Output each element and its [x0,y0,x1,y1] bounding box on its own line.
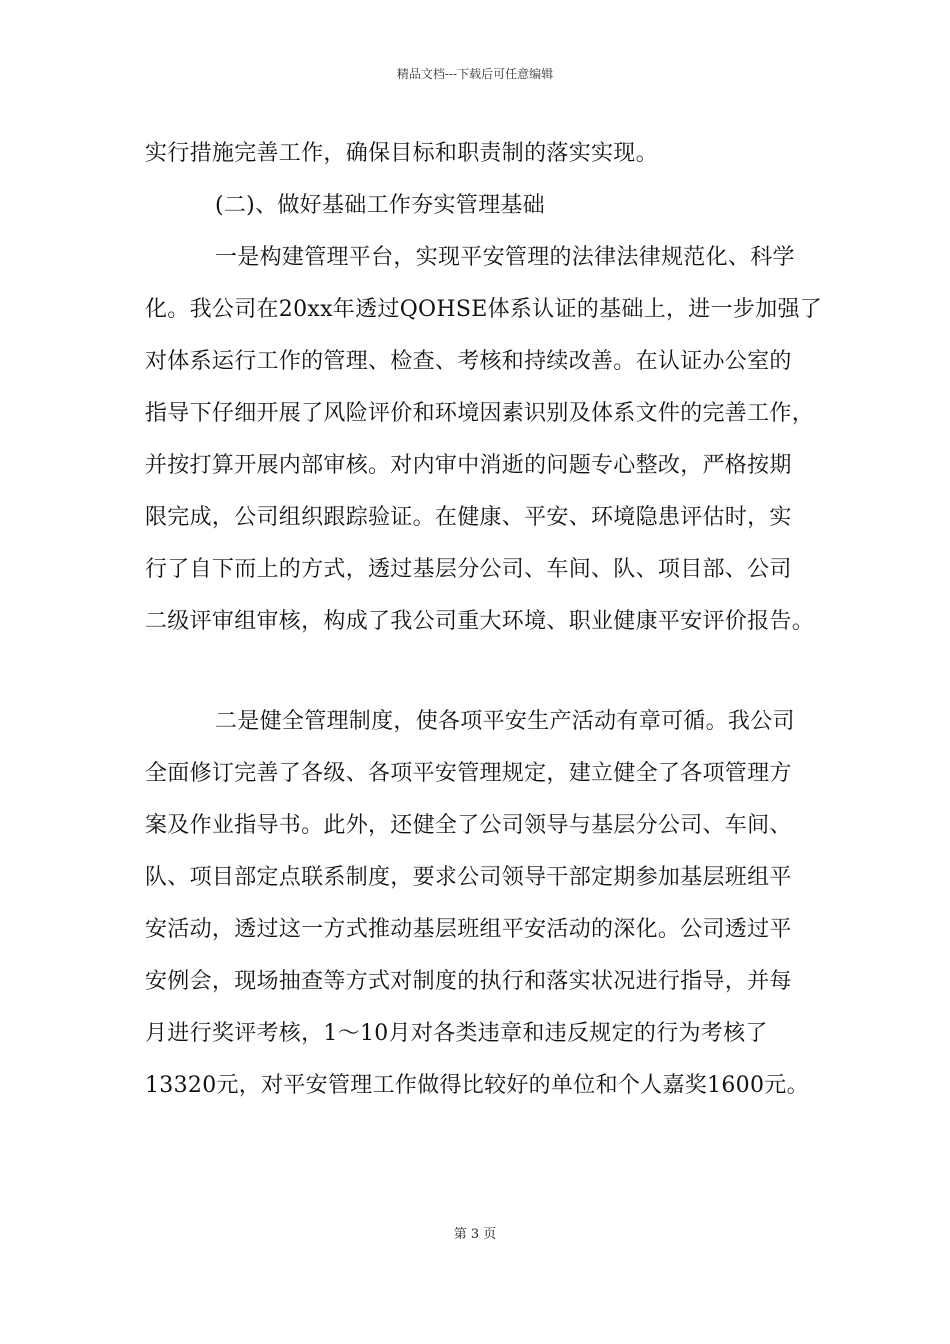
paragraph-line: 安活动，透过这一方式推动基层班组平安活动的深化。公司透过平 [145,917,792,942]
paragraph-line: 月进行奖评考核，1～10月对各类违章和违反规定的行为考核了 [145,1021,768,1046]
paragraph-line: 队、项目部定点联系制度，要求公司领导干部定期参加基层班组平 [145,865,792,890]
paragraph-line: 安例会，现场抽查等方式对制度的执行和落实状况进行指导，并每 [145,969,792,994]
section-heading: (二)、做好基础工作夯实管理基础 [215,193,545,218]
paragraph-line: 二是健全管理制度，使各项平安生产活动有章可循。我公司 [215,709,795,734]
paragraph-gap [145,648,810,696]
paragraph-line: 化。我公司在20xx年透过QOHSE体系认证的基础上，进一步加强了 [145,297,823,322]
paragraph-line: 对体系运行工作的管理、检查、考核和持续改善。在认证办公室的 [145,349,792,374]
paragraph-line: 二级评审组审核，构成了我公司重大环境、职业健康平安评价报告。 [145,609,815,634]
paragraph-line: 案及作业指导书。此外，还健全了公司领导与基层分公司、车间、 [145,813,792,838]
page-number: 第 3 页 [453,1227,497,1242]
paragraph-line: 全面修订完善了各级、各项平安管理规定，建立健全了各项管理方 [145,761,792,786]
paragraph-line: 一是构建管理平台，实现平安管理的法律法律规范化、科学 [215,245,795,270]
paragraph-line: 限完成，公司组织跟踪验证。在健康、平安、环境隐患评估时，实 [145,505,792,530]
document-body [145,128,823,1112]
document-header: 精品文档---下载后可任意编辑 [396,67,554,81]
paragraph-line: 13320元，对平安管理工作做得比较好的单位和个人嘉奖1600元。 [145,1073,809,1098]
paragraph-line: 并按打算开展内部审核。对内审中消逝的问题专心整改，严格按期 [145,453,792,478]
paragraph-line: 行了自下而上的方式，透过基层分公司、车间、队、项目部、公司 [145,557,792,582]
paragraph-line: 实行措施完善工作，确保目标和职责制的落实实现。 [145,141,658,166]
paragraph-line: 指导下仔细开展了风险评价和环境因素识别及体系文件的完善工作， [145,401,815,426]
